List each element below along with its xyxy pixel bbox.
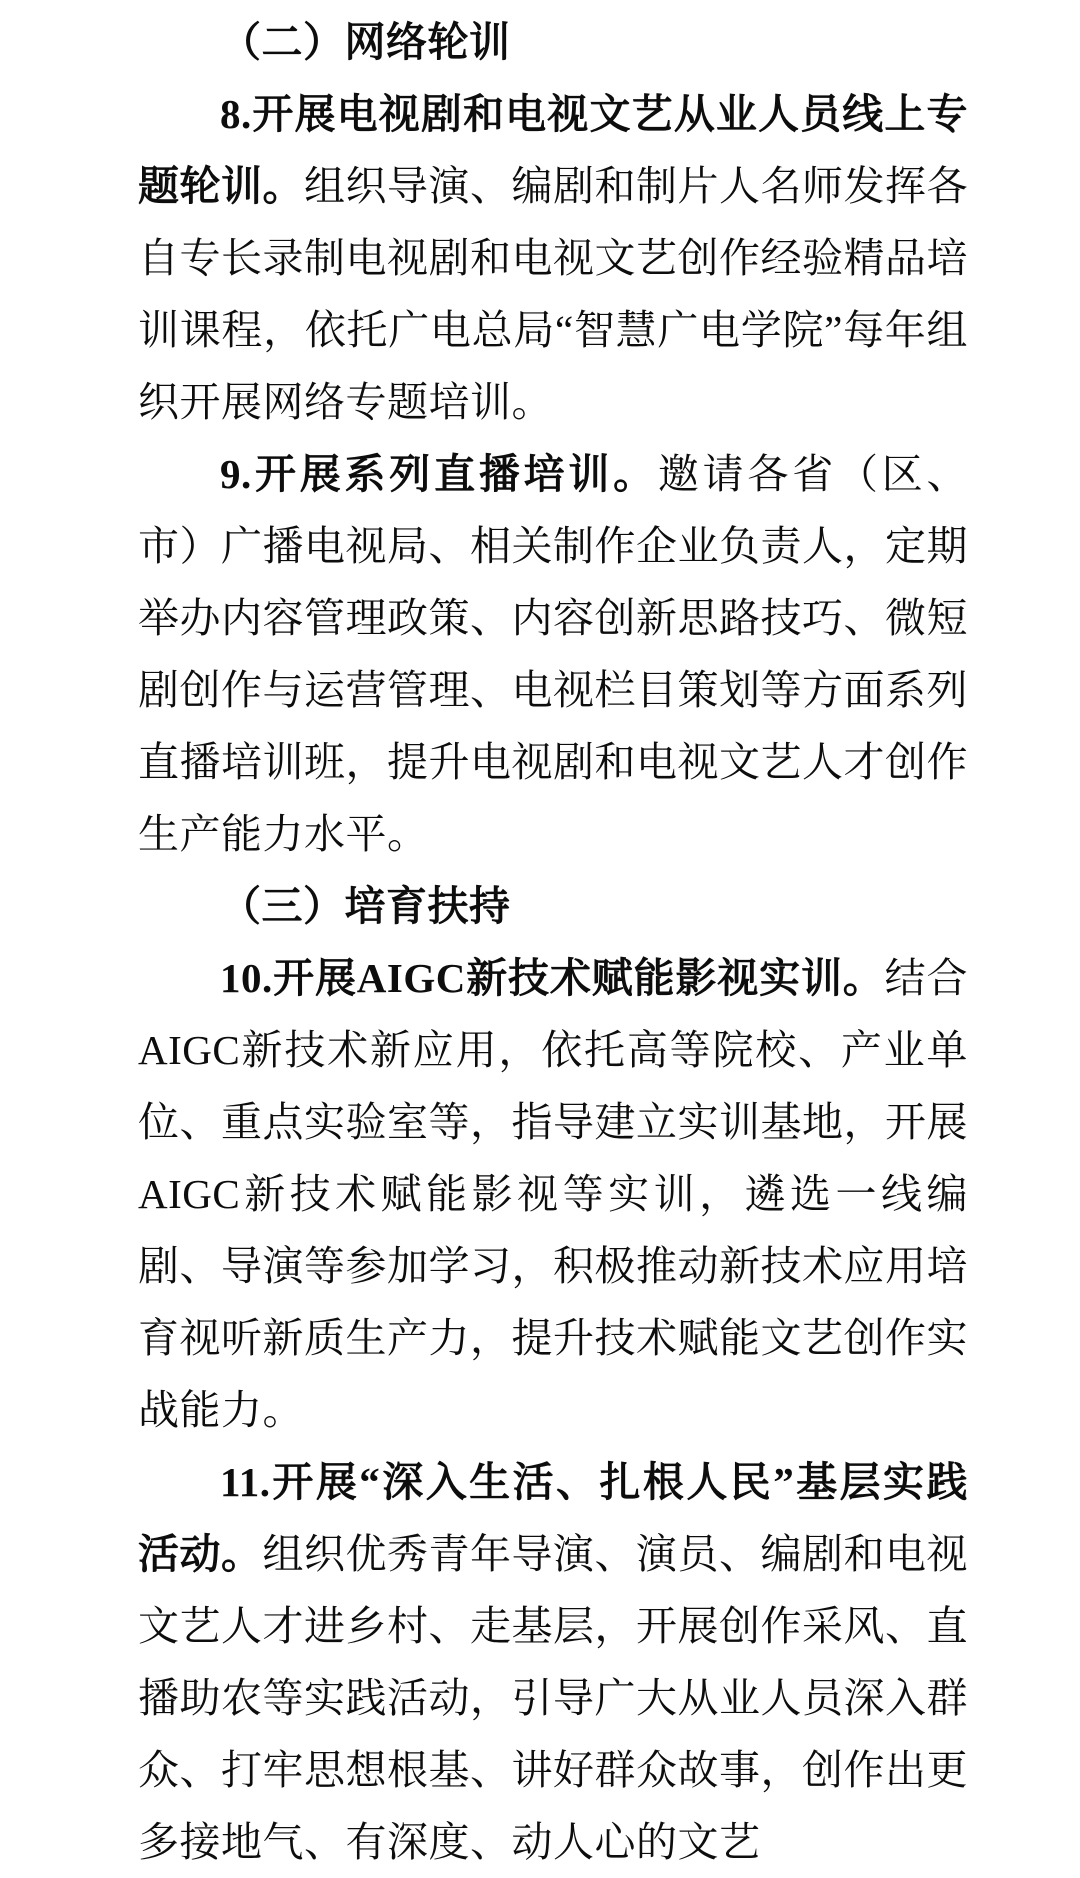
document-body — [138, 6, 968, 1878]
section-heading-cultivation-support: （三）培育扶持 — [220, 883, 511, 929]
paragraph-item-10-text: 结合AIGC新技术新应用，依托高等院校、产业单位、重点实验室等，指导建立实训基地，开展AIGC新技术赋能影视等实训，遴选一线编剧、导演等参加学习，积极推动新技术应用培育视听新质生产力，提升技术赋能文艺创作实战能力。 — [138, 955, 968, 1433]
section-heading-network-training: （二）网络轮训 — [220, 19, 511, 65]
paragraph-item-10 — [138, 942, 968, 1446]
paragraph-item-8-text: 组织导演、编剧和制片人名师发挥各自专长录制电视剧和电视文艺创作经验精品培训课程，依托广电总局“智慧广电学院”每年组织开展网络专题培训。 — [138, 163, 968, 425]
paragraph-item-9-lead: 9.开展系列直播培训。 — [220, 451, 658, 497]
paragraph-item-11 — [138, 1446, 968, 1878]
paragraph-item-8 — [138, 78, 968, 438]
paragraph-item-11-lead: 11.开展“深入生活、扎根人民”基层实践活动。 — [138, 1459, 968, 1577]
paragraph-item-11-text: 组织优秀青年导演、演员、编剧和电视文艺人才进乡村、走基层，开展创作采风、直播助农等实践活动，引导广大从业人员深入群众、打牢思想根基、讲好群众故事，创作出更多接地气、有深度、动人心的文艺 — [138, 1531, 968, 1865]
paragraph-item-10-lead: 10.开展AIGC新技术赋能影视实训。 — [220, 955, 885, 1001]
paragraph-item-9-text: 邀请各省（区、市）广播电视局、相关制作企业负责人，定期举办内容管理政策、内容创新思路技巧、微短剧创作与运营管理、电视栏目策划等方面系列直播培训班，提升电视剧和电视文艺人才创作生产能力水平。 — [138, 451, 968, 857]
paragraph-item-8-lead: 8.开展电视剧和电视文艺从业人员线上专题轮训。 — [138, 91, 968, 209]
paragraph-item-9 — [138, 438, 968, 870]
